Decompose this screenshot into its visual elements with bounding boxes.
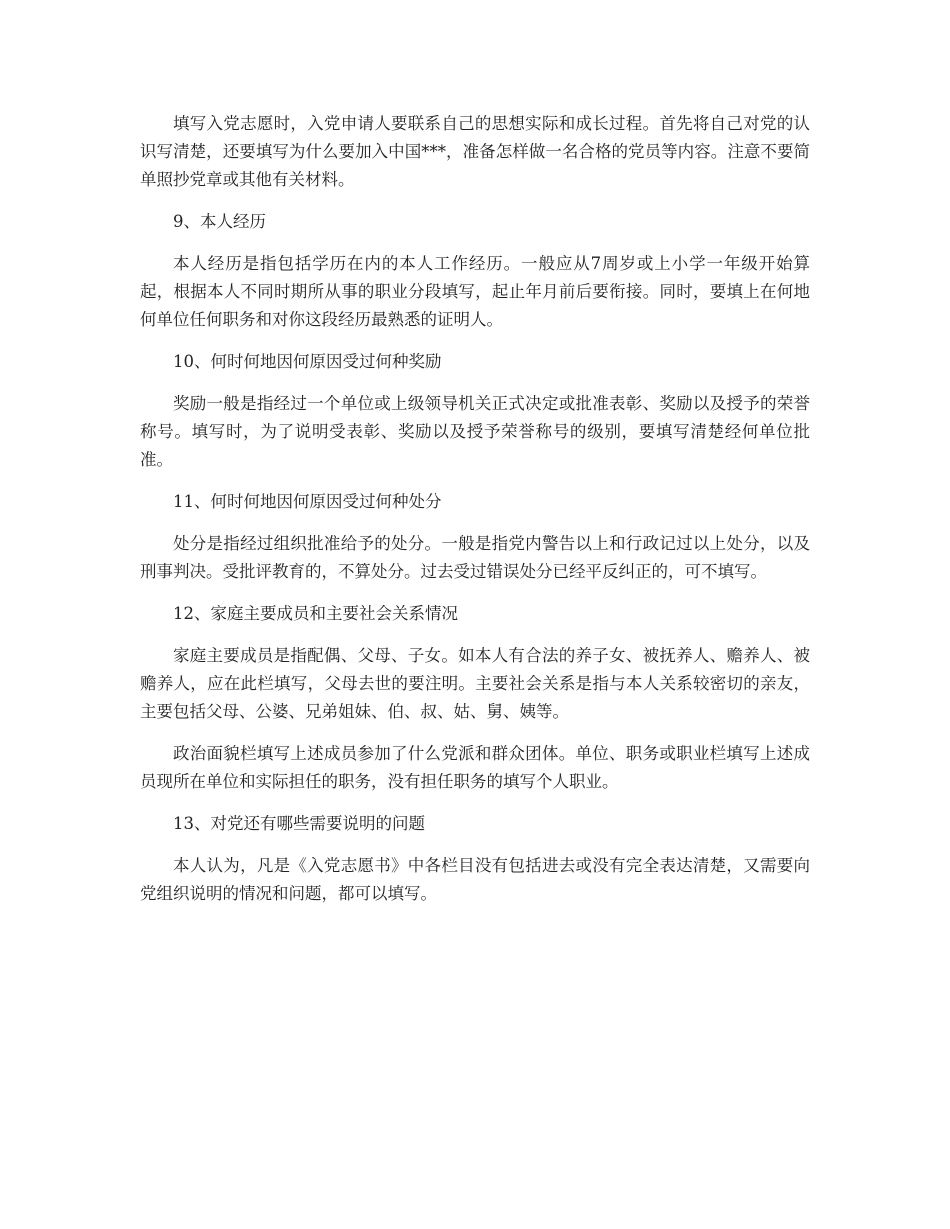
section-heading-13: 13、对党还有哪些需要说明的问题 — [173, 814, 425, 833]
paragraph-intro: 填写入党志愿时，入党申请人要联系自己的思想实际和成长过程。首先将自己对党的认识写清楚，还要填写为什么要加入中国***，准备怎样做一名合格的党员等内容。注意不要简单照抄党章或其他有关材料。 — [140, 114, 810, 189]
paragraph-political-status: 政治面貌栏填写上述成员参加了什么党派和群众团体。单位、职务或职业栏填写上述成员现所在单位和实际担任的职务，没有担任职务的填写个人职业。 — [140, 744, 810, 791]
paragraph-punishments: 处分是指经过组织批准给予的处分。一般是指党内警告以上和行政记过以上处分，以及刑事判决。受批评教育的，不算处分。过去受过错误处分已经平反纠正的，可不填写。 — [140, 534, 810, 581]
section-heading-12: 12、家庭主要成员和主要社会关系情况 — [173, 604, 458, 623]
paragraph-family-members: 家庭主要成员是指配偶、父母、子女。如本人有合法的养子女、被抚养人、赡养人、被赡养人，应在此栏填写，父母去世的要注明。主要社会关系是指与本人关系较密切的亲友，主要包括父母、公婆、兄弟姐妹、伯、叔、姑、舅、姨等。 — [140, 646, 810, 721]
section-heading-10: 10、何时何地因何原因受过何种奖励 — [173, 352, 442, 371]
paragraph-work-history: 本人经历是指包括学历在内的本人工作经历。一般应从7周岁或上小学一年级开始算起，根据本人不同时期所从事的职业分段填写，起止年月前后要衔接。同时，要填上在何地何单位任何职务和对你这段经历最熟悉的证明人。 — [140, 254, 810, 329]
section-heading-11: 11、何时何地因何原因受过何种处分 — [173, 492, 442, 511]
paragraph-other-issues: 本人认为，凡是《入党志愿书》中各栏目没有包括进去或没有完全表达清楚，又需要向党组织说明的情况和问题，都可以填写。 — [140, 856, 810, 903]
document-body — [140, 110, 810, 922]
section-heading-9: 9、本人经历 — [173, 212, 266, 231]
paragraph-awards: 奖励一般是指经过一个单位或上级领导机关正式决定或批准表彰、奖励以及授予的荣誉称号。填写时，为了说明受表彰、奖励以及授予荣誉称号的级别，要填写清楚经何单位批准。 — [140, 394, 810, 469]
